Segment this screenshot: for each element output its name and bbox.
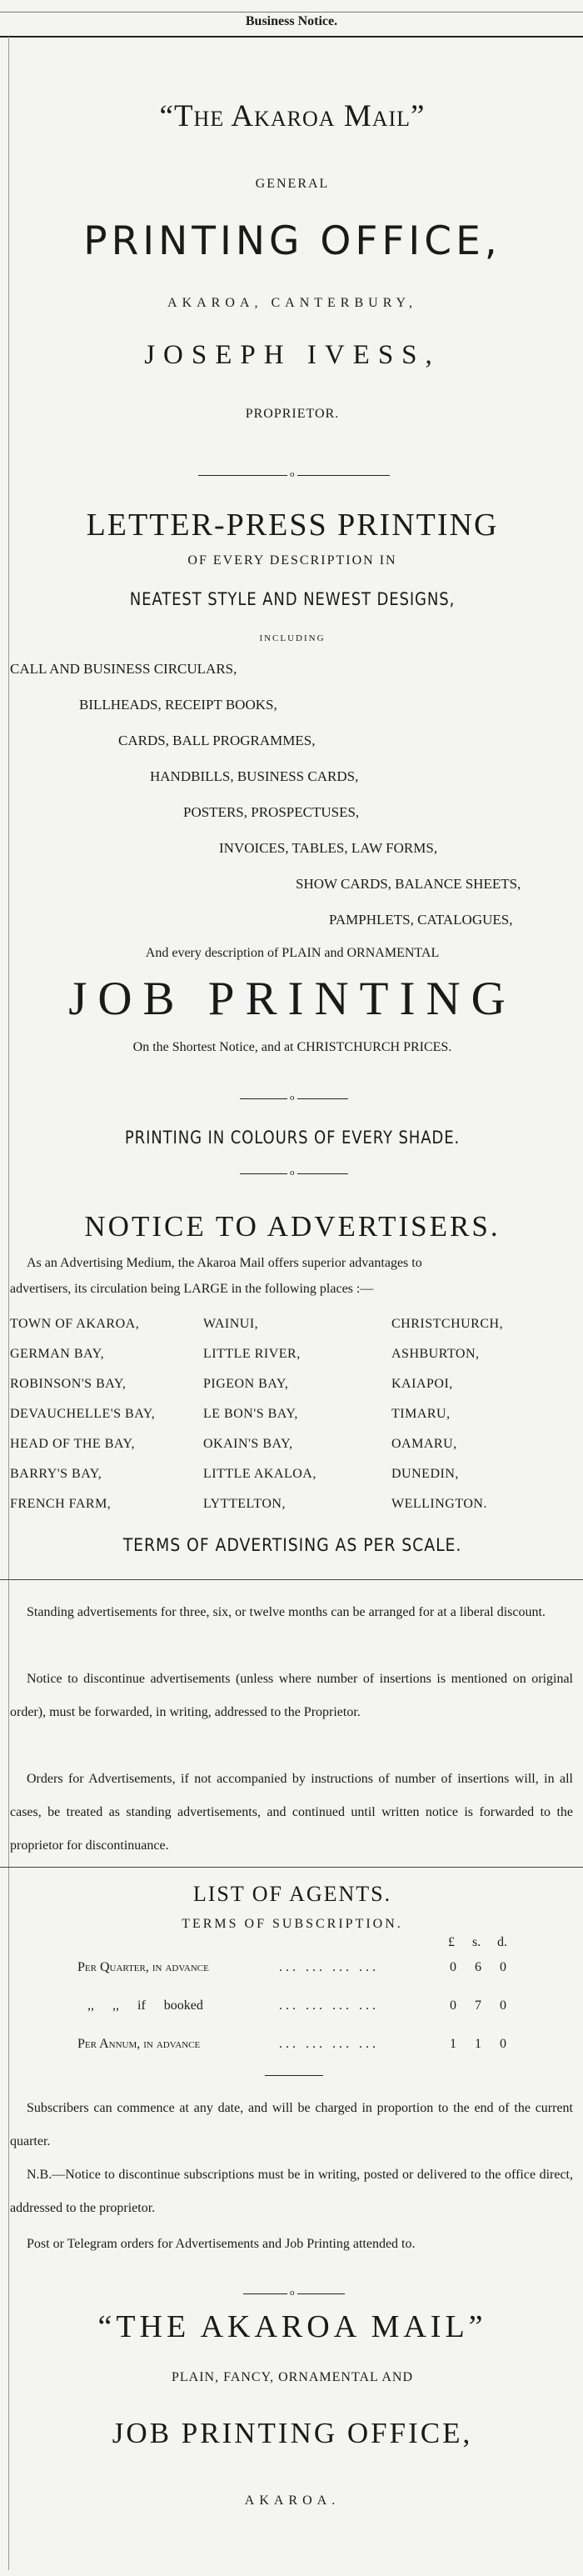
- footer-plain: PLAIN, FANCY, ORNAMENTAL AND: [172, 2370, 413, 2384]
- subscription-heading: TERMS OF SUBSCRIPTION.: [182, 1917, 403, 1931]
- masthead-paper-name: “The Akaroa Mail”: [159, 99, 426, 133]
- divider-ornament: o: [287, 1168, 297, 1178]
- letterpress-item: BILLHEADS, RECEIPT BOOKS,: [79, 697, 277, 713]
- price-row-pence: 0: [500, 2037, 506, 2051]
- price-row-dots: ... ... ... ...: [279, 1960, 379, 1974]
- place: LE BON'S BAY,: [203, 1407, 298, 1421]
- divider-ornament: o: [287, 1093, 297, 1103]
- divider-ornament: o: [287, 2288, 297, 2298]
- price-row-label: ,, ,, if booked: [87, 1998, 203, 2013]
- advertisers-intro-line1: As an Advertising Medium, the Akaroa Mail offers superior advantages to: [27, 1256, 422, 1270]
- letterpress-every: OF EVERY DESCRIPTION IN: [187, 553, 397, 568]
- price-row-shillings: 7: [475, 1998, 481, 2013]
- circulation-places: [10, 1317, 576, 1533]
- masthead-location: AKAROA, CANTERBURY,: [167, 296, 417, 310]
- price-row-shillings: 6: [475, 1960, 481, 1974]
- letterpress-job-printing: JOB PRINTING: [68, 973, 516, 1025]
- letterpress-every-description: And every description of PLAIN and ORNAMENTAL: [145, 946, 440, 960]
- advertisers-intro-line2: advertisers, its circulation being LARGE in the following places :—: [10, 1282, 374, 1296]
- currency-header-pence: d.: [497, 1935, 507, 1949]
- footer-job-office: JOB PRINTING OFFICE,: [112, 2417, 473, 2449]
- divider-ornament: o: [287, 470, 297, 479]
- place: DUNEDIN,: [391, 1467, 459, 1481]
- price-row-label: Per Quarter, in advance: [77, 1960, 209, 1974]
- letterpress-item: PAMPHLETS, CATALOGUES,: [329, 912, 513, 928]
- letterpress-item: HANDBILLS, BUSINESS CARDS,: [150, 768, 359, 784]
- orders-advertisements-paragraph: Orders for Advertisements, if not accompanied by instructions of number of insertions will, in all cases, be treated as standing advertisements, and continued until written notice is forwarded to the proprietor for discontinuance.: [10, 1772, 573, 1853]
- place: BARRY'S BAY,: [10, 1467, 102, 1481]
- letterpress-heading: LETTER-PRESS PRINTING: [86, 508, 499, 543]
- place: CHRISTCHURCH,: [391, 1317, 504, 1331]
- place: LITTLE AKALOA,: [203, 1467, 316, 1481]
- header-label: Business Notice.: [245, 14, 338, 28]
- place: LITTLE RIVER,: [203, 1347, 301, 1361]
- header-bar: [0, 12, 583, 38]
- letterpress-item: INVOICES, TABLES, LAW FORMS,: [219, 840, 438, 856]
- footer-akaroa: AKAROA.: [244, 2493, 341, 2508]
- left-column-rule: [8, 37, 9, 2570]
- place: FRENCH FARM,: [10, 1497, 112, 1511]
- price-row-pence: 0: [500, 1960, 506, 1974]
- price-row-pounds: 0: [450, 1998, 456, 2013]
- price-row-label: Per Annum, in advance: [77, 2037, 201, 2051]
- price-row-shillings: 1: [475, 2037, 481, 2051]
- masthead-proprietor-name: JOSEPH IVESS,: [144, 340, 441, 370]
- place: TOWN OF AKAROA,: [10, 1317, 140, 1331]
- letterpress-item: SHOW CARDS, BALANCE SHEETS,: [296, 876, 521, 892]
- price-row-pounds: 1: [450, 2037, 456, 2051]
- price-row-dots: ... ... ... ...: [279, 2037, 379, 2051]
- footer-paper-name: “THE AKAROA MAIL”: [97, 2309, 487, 2344]
- post-telegram-paragraph: Post or Telegram orders for Advertisements and Job Printing attended to.: [27, 2237, 416, 2251]
- currency-header-pounds: £: [448, 1935, 455, 1949]
- place: ASHBURTON,: [391, 1347, 480, 1361]
- masthead-printing-office: PRINTING OFFICE,: [83, 218, 501, 264]
- price-row-pence: 0: [500, 1998, 506, 2013]
- place: OAMARU,: [391, 1437, 457, 1451]
- masthead-general: GENERAL: [255, 177, 330, 191]
- place: OKAIN'S BAY,: [203, 1437, 293, 1451]
- place: DEVAUCHELLE'S BAY,: [10, 1407, 156, 1421]
- place: GERMAN BAY,: [10, 1347, 105, 1361]
- advertisers-heading: NOTICE TO ADVERTISERS.: [84, 1210, 501, 1243]
- section-rule: [0, 1867, 583, 1868]
- masthead-proprietor-title: PROPRIETOR.: [245, 407, 340, 421]
- discontinue-advertisements-paragraph: Notice to discontinue advertisements (unless where number of insertions is mentioned on original order), must be forwarded, in writing, addressed to the Proprietor.: [10, 1672, 573, 1719]
- agents-heading: LIST OF AGENTS.: [192, 1882, 392, 1906]
- section-rule: [0, 1579, 583, 1580]
- letterpress-shortest-notice: On the Shortest Notice, and at CHRISTCHURCH PRICES.: [132, 1040, 452, 1054]
- discontinue-subscriptions-paragraph: N.B.—Notice to discontinue subscriptions must be in writing, posted or delivered to the office direct, addressed to the proprietor.: [10, 2168, 573, 2215]
- place: WELLINGTON.: [391, 1497, 487, 1511]
- colours-notice: PRINTING IN COLOURS OF EVERY SHADE.: [124, 1128, 461, 1148]
- letterpress-item: CARDS, BALL PROGRAMMES,: [118, 733, 316, 748]
- letterpress-including: INCLUDING: [259, 633, 326, 643]
- letterpress-style: NEATEST STYLE AND NEWEST DESIGNS,: [129, 589, 456, 609]
- place: ROBINSON'S BAY,: [10, 1377, 127, 1391]
- letterpress-item: CALL AND BUSINESS CIRCULARS,: [10, 661, 237, 677]
- advertisers-terms: TERMS OF ADVERTISING AS PER SCALE.: [122, 1535, 462, 1555]
- standing-advertisements-paragraph: Standing advertisements for three, six, or twelve months can be arranged for at a liberal discount.: [27, 1605, 546, 1619]
- short-divider: [265, 2075, 323, 2076]
- currency-header-shillings: s.: [472, 1935, 481, 1949]
- subscribers-paragraph: Subscribers can commence at any date, and will be charged in proportion to the end of the current quarter.: [10, 2101, 573, 2148]
- place: LYTTELTON,: [203, 1497, 286, 1511]
- letterpress-item: POSTERS, PROSPECTUSES,: [183, 804, 360, 820]
- place: WAINUI,: [203, 1317, 259, 1331]
- place: PIGEON BAY,: [203, 1377, 289, 1391]
- place: TIMARU,: [391, 1407, 451, 1421]
- price-row-pounds: 0: [450, 1960, 456, 1974]
- place: KAIAPOI,: [391, 1377, 453, 1391]
- place: HEAD OF THE BAY,: [10, 1437, 135, 1451]
- price-row-dots: ... ... ... ...: [279, 1998, 379, 2013]
